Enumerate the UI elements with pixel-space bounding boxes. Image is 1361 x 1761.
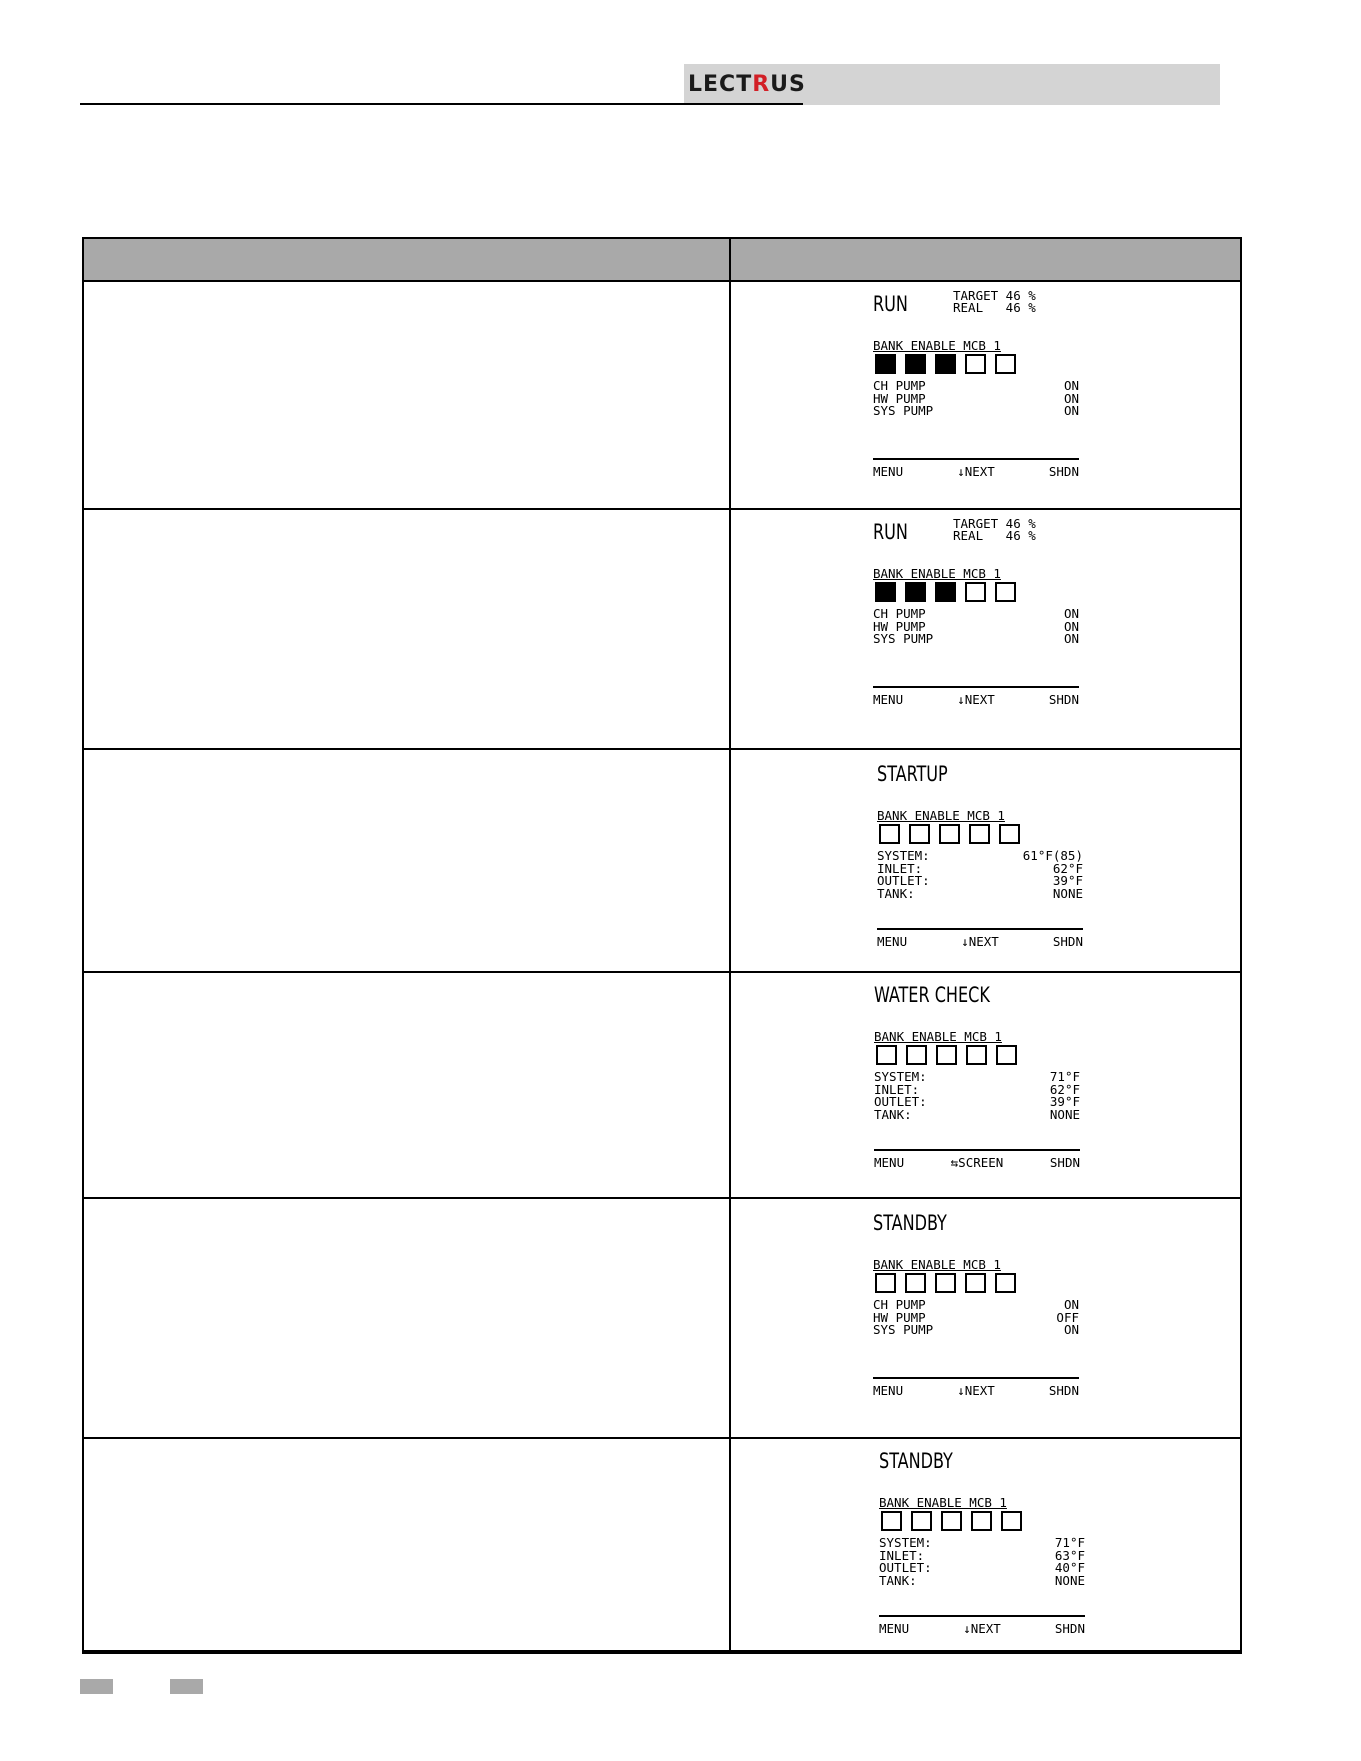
lcd-readout-label: CH PUMP: [873, 606, 926, 621]
bank-off-indicator: [965, 354, 986, 374]
lcd-bank-enable-label: BANK ENABLE MCB 1: [874, 1029, 1002, 1044]
table-row: [84, 750, 1240, 973]
lcd-readout-value: 39°F: [1052, 873, 1083, 888]
lcd-readout-label: INLET:: [879, 1547, 925, 1563]
bank-off-indicator: [875, 1273, 896, 1293]
bank-on-indicator: [875, 582, 896, 602]
lcd-bank-enable-label: BANK ENABLE MCB 1: [873, 338, 1001, 353]
lcd-readout-label: INLET:: [874, 1081, 920, 1097]
description-cell: [84, 282, 729, 508]
lcd-softkey-bar: [877, 934, 1083, 949]
lcd-softkey-bar: [873, 464, 1079, 479]
lcd-readout-list: [877, 850, 1083, 900]
table-row: [84, 1199, 1240, 1439]
lcd-readout-line: [873, 633, 1079, 646]
display-screen-cell: [731, 282, 1240, 508]
lcd-modulation-line: REAL 46 %: [953, 300, 1036, 315]
bank-off-indicator: [876, 1045, 897, 1065]
lcd-softkey-bar: [874, 1155, 1080, 1170]
lcd-screen: [879, 1445, 1093, 1655]
menu-softkey[interactable]: MENU: [873, 692, 904, 707]
lcd-bank-indicators: [875, 354, 1016, 374]
bank-on-indicator: [905, 582, 926, 602]
lcd-readout-value: 62°F: [1052, 860, 1083, 876]
lcd-readout-list: [879, 1537, 1085, 1587]
lcd-readout-line: [879, 1572, 1085, 1588]
lcd-status-title: STANDBY: [879, 1449, 953, 1473]
lcd-modulation-readout: [953, 290, 1036, 314]
logo-text-accent: R: [752, 72, 771, 97]
lcd-readout-label: HW PUMP: [873, 1309, 926, 1325]
lcd-softkey-bar: [879, 1621, 1085, 1636]
lcd-readout-value: ON: [1063, 618, 1079, 634]
lcd-readout-line: [873, 405, 1079, 418]
menu-softkey[interactable]: MENU: [877, 934, 908, 949]
lcd-readout-list: [874, 1071, 1080, 1121]
lcd-readout-line: [874, 1106, 1080, 1122]
bank-off-indicator: [996, 1045, 1017, 1065]
column-divider: [729, 239, 731, 1652]
lcd-readout-value: 39°F: [1049, 1094, 1080, 1109]
lcd-readout-label: SYSTEM:: [877, 848, 930, 863]
shutdown-softkey[interactable]: SHDN: [1048, 464, 1079, 479]
lcd-readout-list: [873, 380, 1079, 418]
lcd-status-title: STANDBY: [873, 1211, 947, 1235]
screen-table: [82, 237, 1242, 1654]
bank-on-indicator: [935, 354, 956, 374]
lcd-readout-value: ON: [1063, 390, 1079, 406]
lcd-status-title: STARTUP: [877, 762, 948, 786]
lcd-readout-value: ON: [1063, 403, 1079, 418]
description-cell: [84, 750, 729, 971]
menu-softkey[interactable]: MENU: [874, 1155, 905, 1170]
shutdown-softkey[interactable]: SHDN: [1048, 1383, 1079, 1398]
lcd-readout-list: [873, 1299, 1079, 1337]
lcd-readout-label: TANK:: [879, 1572, 917, 1588]
bank-off-indicator: [941, 1511, 962, 1531]
lcd-screen: [874, 979, 1088, 1189]
shutdown-softkey[interactable]: SHDN: [1048, 692, 1079, 707]
lcd-readout-value: 61°F(85): [1022, 848, 1083, 863]
lcd-readout-label: TANK:: [874, 1106, 912, 1122]
lcd-softkey-divider: [873, 686, 1079, 688]
shutdown-softkey[interactable]: SHDN: [1052, 934, 1083, 949]
display-screen-cell: [731, 1439, 1240, 1650]
bank-off-indicator: [911, 1511, 932, 1531]
bank-off-indicator: [999, 824, 1020, 844]
lcd-softkey-divider: [879, 1615, 1085, 1617]
bank-off-indicator: [995, 354, 1016, 374]
lcd-modulation-line: REAL 46 %: [953, 528, 1036, 543]
lcd-softkey-bar: [873, 692, 1079, 707]
next-softkey[interactable]: ↓NEXT: [963, 1621, 1001, 1636]
next-softkey[interactable]: ↓NEXT: [961, 934, 999, 949]
lcd-bank-enable-label: BANK ENABLE MCB 1: [879, 1495, 1007, 1510]
lcd-screen: [877, 758, 1091, 968]
bank-off-indicator: [1001, 1511, 1022, 1531]
footer-page-tab: [80, 1679, 113, 1694]
next-softkey[interactable]: ↓NEXT: [957, 692, 995, 707]
logo-text-prefix: LECT: [688, 72, 753, 97]
lcd-readout-label: INLET:: [877, 860, 923, 876]
lcd-softkey-divider: [873, 458, 1079, 460]
lcd-readout-label: SYSTEM:: [879, 1535, 932, 1550]
lcd-bank-enable-label: BANK ENABLE MCB 1: [877, 808, 1005, 823]
lcd-readout-label: SYS PUMP: [873, 403, 934, 418]
bank-off-indicator: [881, 1511, 902, 1531]
lcd-modulation-line: TARGET 46 %: [953, 288, 1036, 303]
lcd-readout-label: HW PUMP: [873, 618, 926, 634]
bank-off-indicator: [965, 582, 986, 602]
bank-off-indicator: [995, 582, 1016, 602]
table-row: [84, 1439, 1240, 1652]
lcd-readout-value: OFF: [1056, 1309, 1079, 1325]
lcd-status-title: RUN: [873, 292, 908, 316]
display-screen-cell: [731, 973, 1240, 1197]
bank-off-indicator: [971, 1511, 992, 1531]
description-cell: [84, 1199, 729, 1437]
bank-off-indicator: [936, 1045, 957, 1065]
lcd-softkey-divider: [877, 928, 1083, 930]
lcd-readout-list: [873, 608, 1079, 646]
lcd-readout-label: SYS PUMP: [873, 1322, 934, 1337]
description-cell: [84, 510, 729, 748]
header-rule: [80, 103, 803, 105]
lcd-status-title: RUN: [873, 520, 908, 544]
lcd-readout-value: ON: [1063, 378, 1079, 393]
lcd-readout-label: SYS PUMP: [873, 631, 934, 646]
bank-off-indicator: [906, 1045, 927, 1065]
lcd-bank-indicators: [881, 1511, 1022, 1531]
lcd-readout-label: OUTLET:: [877, 873, 930, 888]
lcd-readout-label: OUTLET:: [874, 1094, 927, 1109]
lcd-readout-line: [873, 1324, 1079, 1337]
table-header: [84, 239, 1240, 282]
lcd-bank-indicators: [879, 824, 1020, 844]
next-softkey[interactable]: ↓NEXT: [957, 1383, 995, 1398]
lcd-readout-label: CH PUMP: [873, 1297, 926, 1312]
lcd-bank-indicators: [875, 582, 1016, 602]
display-screen-cell: [731, 1199, 1240, 1437]
display-screen-cell: [731, 750, 1240, 971]
bank-on-indicator: [875, 354, 896, 374]
menu-softkey[interactable]: MENU: [873, 464, 904, 479]
lectrus-logo: [688, 72, 806, 97]
menu-softkey[interactable]: MENU: [873, 1383, 904, 1398]
lcd-bank-enable-label: BANK ENABLE MCB 1: [873, 566, 1001, 581]
table-row: [84, 282, 1240, 510]
lcd-readout-value: 71°F: [1049, 1069, 1080, 1084]
lcd-screen: [873, 516, 1087, 726]
lcd-readout-value: ON: [1063, 631, 1079, 646]
lcd-screen: [873, 1207, 1087, 1417]
lcd-modulation-readout: [953, 518, 1036, 542]
lcd-readout-value: NONE: [1054, 1572, 1085, 1588]
bank-on-indicator: [905, 354, 926, 374]
lcd-screen: [873, 288, 1087, 498]
bank-off-indicator: [966, 1045, 987, 1065]
lcd-softkey-divider: [874, 1149, 1080, 1151]
bank-off-indicator: [995, 1273, 1016, 1293]
lcd-readout-value: ON: [1063, 1322, 1079, 1337]
next-softkey[interactable]: ⇆SCREEN: [950, 1155, 1004, 1170]
lcd-readout-label: CH PUMP: [873, 378, 926, 393]
lcd-readout-line: [877, 885, 1083, 901]
description-cell: [84, 973, 729, 1197]
lcd-readout-value: NONE: [1049, 1106, 1080, 1122]
bank-off-indicator: [935, 1273, 956, 1293]
lcd-readout-value: 63°F: [1054, 1547, 1085, 1563]
bank-off-indicator: [939, 824, 960, 844]
footer-section-tab: [170, 1679, 203, 1694]
lcd-readout-label: HW PUMP: [873, 390, 926, 406]
lcd-readout-label: SYSTEM:: [874, 1069, 927, 1084]
lcd-readout-value: 40°F: [1054, 1560, 1085, 1575]
lcd-bank-enable-label: BANK ENABLE MCB 1: [873, 1257, 1001, 1272]
bank-off-indicator: [909, 824, 930, 844]
lcd-softkey-divider: [873, 1377, 1079, 1379]
logo-text-suffix: US: [770, 72, 806, 97]
display-screen-cell: [731, 510, 1240, 748]
lcd-bank-indicators: [876, 1045, 1017, 1065]
shutdown-softkey[interactable]: SHDN: [1049, 1155, 1080, 1170]
lcd-readout-value: ON: [1063, 1297, 1079, 1312]
lcd-softkey-bar: [873, 1383, 1079, 1398]
lcd-modulation-line: TARGET 46 %: [953, 516, 1036, 531]
bank-off-indicator: [879, 824, 900, 844]
lcd-readout-label: OUTLET:: [879, 1560, 932, 1575]
lcd-bank-indicators: [875, 1273, 1016, 1293]
lcd-readout-value: 62°F: [1049, 1081, 1080, 1097]
menu-softkey[interactable]: MENU: [879, 1621, 910, 1636]
table-row: [84, 510, 1240, 750]
lcd-status-title: WATER CHECK: [874, 983, 990, 1007]
description-cell: [84, 1439, 729, 1650]
bank-on-indicator: [935, 582, 956, 602]
lcd-readout-value: NONE: [1052, 885, 1083, 901]
bank-off-indicator: [965, 1273, 986, 1293]
bank-off-indicator: [969, 824, 990, 844]
shutdown-softkey[interactable]: SHDN: [1054, 1621, 1085, 1636]
bank-off-indicator: [905, 1273, 926, 1293]
lcd-readout-value: 71°F: [1054, 1535, 1085, 1550]
lcd-readout-value: ON: [1063, 606, 1079, 621]
lcd-readout-label: TANK:: [877, 885, 915, 901]
next-softkey[interactable]: ↓NEXT: [957, 464, 995, 479]
table-row: [84, 973, 1240, 1199]
